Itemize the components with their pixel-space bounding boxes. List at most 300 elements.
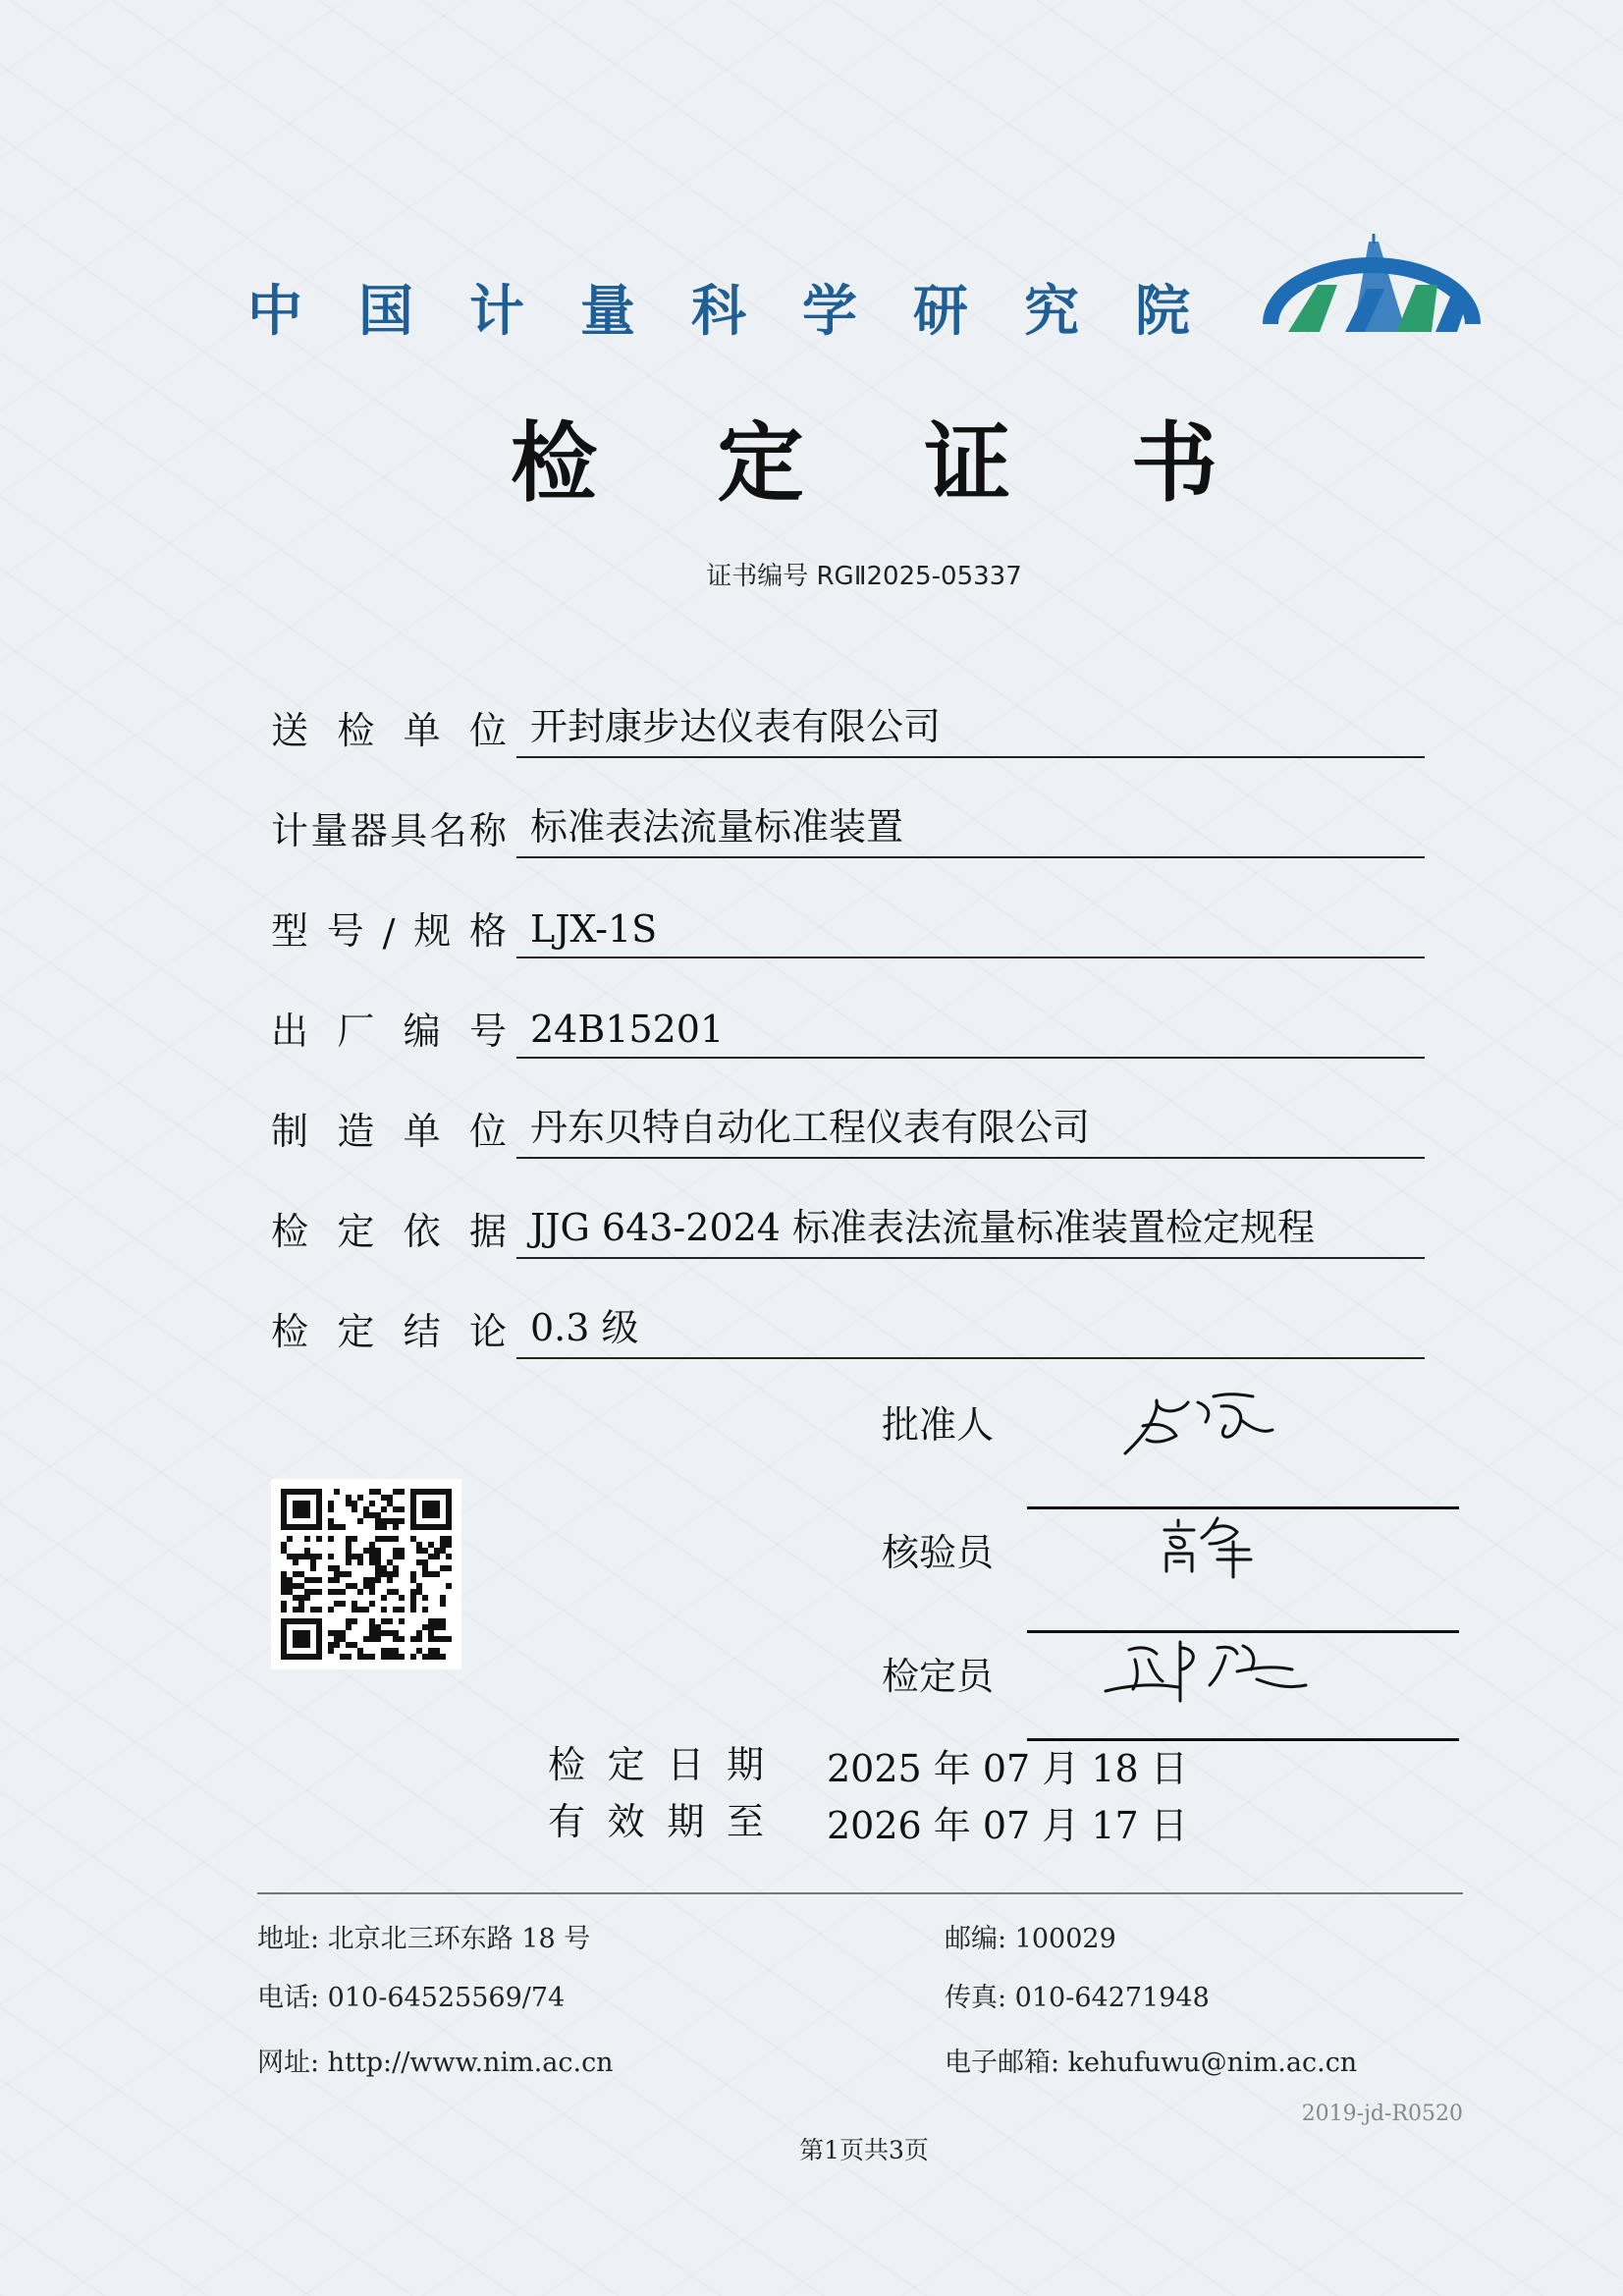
qr-module — [363, 1577, 369, 1583]
qr-module — [381, 1536, 387, 1542]
qr-module — [346, 1495, 352, 1501]
qr-module — [298, 1554, 304, 1559]
qr-module — [434, 1654, 440, 1660]
title-char: 书 — [1130, 411, 1217, 514]
label-char: 依 — [403, 1210, 441, 1253]
qr-module — [422, 1624, 428, 1630]
qr-module — [304, 1589, 310, 1595]
qr-module — [316, 1654, 322, 1660]
qr-module — [393, 1524, 399, 1530]
qr-module — [304, 1595, 310, 1601]
qr-module — [446, 1518, 452, 1524]
qr-module — [381, 1495, 387, 1501]
qr-module — [393, 1571, 399, 1577]
label-char: 名 — [429, 809, 467, 852]
qr-module — [422, 1595, 428, 1601]
qr-module — [363, 1607, 369, 1613]
field-label — [271, 903, 507, 955]
footer-address: 地址: 北京北三环东路 18 号 — [257, 1924, 591, 1954]
qr-module — [357, 1607, 363, 1613]
qr-module — [352, 1607, 357, 1613]
qr-module — [298, 1571, 304, 1577]
label-char: 检 — [548, 1742, 586, 1786]
qr-module — [281, 1489, 287, 1495]
qr-module — [375, 1489, 381, 1495]
field-serial-number — [271, 998, 1425, 1059]
qr-module — [428, 1636, 434, 1642]
qr-module — [304, 1630, 310, 1636]
field-underline — [516, 1057, 1425, 1059]
institute-char: 量 — [580, 280, 635, 344]
institute-char: 中 — [247, 280, 302, 344]
qr-module — [446, 1506, 452, 1512]
qr-module — [381, 1524, 387, 1530]
qr-module — [387, 1495, 393, 1501]
qr-module — [293, 1489, 298, 1495]
qr-module — [416, 1583, 422, 1589]
qr-module — [416, 1636, 422, 1642]
qr-module — [304, 1489, 310, 1495]
qr-module — [393, 1489, 399, 1495]
qr-module — [387, 1501, 393, 1506]
qr-module — [281, 1648, 287, 1654]
qr-module — [399, 1654, 405, 1660]
qr-module — [357, 1648, 363, 1654]
qr-module — [446, 1554, 452, 1559]
qr-module — [399, 1595, 405, 1601]
qr-module — [440, 1565, 446, 1571]
qr-module — [381, 1595, 387, 1601]
qr-module — [304, 1501, 310, 1506]
qr-module — [428, 1648, 434, 1654]
qr-module — [369, 1589, 375, 1595]
qr-module — [293, 1595, 298, 1601]
qr-module — [340, 1636, 346, 1642]
label-char: 器 — [350, 809, 388, 852]
qr-module — [387, 1577, 393, 1583]
qr-module — [352, 1618, 357, 1624]
footer-fax: 传真: 010-64271948 — [945, 1983, 1210, 2013]
qr-module — [363, 1548, 369, 1554]
field-value: 开封康步达仪表有限公司 — [530, 705, 942, 748]
qr-module — [375, 1624, 381, 1630]
qr-module — [428, 1618, 434, 1624]
qr-module — [428, 1571, 434, 1577]
qr-module — [363, 1506, 369, 1512]
qr-module — [434, 1648, 440, 1654]
qr-module — [357, 1554, 363, 1559]
qr-module — [363, 1636, 369, 1642]
qr-module — [293, 1630, 298, 1636]
label-char: 检 — [271, 1210, 309, 1253]
qr-module — [316, 1554, 322, 1559]
qr-module — [316, 1624, 322, 1630]
qr-module — [375, 1536, 381, 1542]
qr-module — [410, 1536, 416, 1542]
qr-module — [287, 1489, 293, 1495]
label-char: 定 — [607, 1742, 645, 1786]
qr-module — [328, 1589, 334, 1595]
qr-module — [387, 1618, 393, 1624]
qr-module — [369, 1489, 375, 1495]
form-code: 2019-jd-R0520 — [1301, 2102, 1463, 2126]
label-char: 定 — [337, 1310, 375, 1353]
qr-module — [298, 1524, 304, 1530]
qr-module — [293, 1636, 298, 1642]
qr-module — [287, 1583, 293, 1589]
qr-module — [399, 1489, 405, 1495]
qr-module — [287, 1618, 293, 1624]
label-char: 期 — [667, 1799, 705, 1843]
qr-module — [352, 1506, 357, 1512]
qr-module — [298, 1595, 304, 1601]
qr-module — [410, 1489, 416, 1495]
qr-module — [281, 1618, 287, 1624]
qr-module — [410, 1589, 416, 1595]
qr-module — [328, 1607, 334, 1613]
qr-module — [310, 1565, 316, 1571]
qr-module — [293, 1607, 298, 1613]
valid-until-label — [548, 1793, 764, 1842]
checker-label: 核验员 — [882, 1531, 995, 1574]
qr-module — [298, 1512, 304, 1518]
qr-module — [393, 1506, 399, 1512]
qr-module — [369, 1654, 375, 1660]
qr-module — [334, 1642, 340, 1648]
institute-char: 计 — [469, 280, 524, 344]
title-char: 证 — [924, 411, 1011, 514]
qr-module — [440, 1542, 446, 1548]
qr-module — [304, 1512, 310, 1518]
label-char: 单 — [403, 1110, 441, 1153]
qr-module — [434, 1548, 440, 1554]
qr-module — [434, 1571, 440, 1577]
qr-module — [410, 1601, 416, 1607]
label-char: 论 — [468, 1310, 507, 1353]
qr-module — [328, 1554, 334, 1559]
qr-module — [316, 1495, 322, 1501]
qr-module — [440, 1618, 446, 1624]
field-label — [271, 1104, 507, 1155]
qr-module — [346, 1554, 352, 1559]
field-underline — [516, 1157, 1425, 1159]
qr-module — [428, 1489, 434, 1495]
label-char: 出 — [271, 1010, 309, 1053]
qr-module — [293, 1506, 298, 1512]
qr-module — [446, 1524, 452, 1530]
qr-module — [393, 1548, 399, 1554]
qr-module — [369, 1501, 375, 1506]
label-char: 规 — [413, 909, 452, 953]
qr-module — [298, 1583, 304, 1589]
qr-module — [399, 1548, 405, 1554]
qr-module — [328, 1518, 334, 1524]
field-underline — [516, 957, 1425, 958]
qr-module — [304, 1642, 310, 1648]
qr-module — [393, 1589, 399, 1595]
qr-module — [340, 1589, 346, 1595]
field-conclusion — [271, 1298, 1425, 1359]
qr-module — [381, 1648, 387, 1654]
qr-module — [281, 1624, 287, 1630]
qr-module — [410, 1577, 416, 1583]
qr-module — [293, 1583, 298, 1589]
qr-module — [298, 1506, 304, 1512]
field-value: LJX-1S — [530, 907, 658, 951]
qr-module — [310, 1559, 316, 1565]
qr-module — [446, 1636, 452, 1642]
label-char: 定 — [337, 1210, 375, 1253]
qr-module — [310, 1654, 316, 1660]
qr-module — [428, 1512, 434, 1518]
valid-until-value: 2026 年 07 月 17 日 — [827, 1804, 1188, 1847]
qr-module — [363, 1512, 369, 1518]
institute-name — [247, 263, 1190, 352]
qr-module — [440, 1524, 446, 1530]
qr-module — [410, 1654, 416, 1660]
qr-module — [422, 1506, 428, 1512]
institute-char: 学 — [802, 280, 857, 344]
qr-module — [293, 1512, 298, 1518]
qr-module — [416, 1524, 422, 1530]
qr-module — [316, 1524, 322, 1530]
qr-module — [357, 1654, 363, 1660]
qr-module — [446, 1565, 452, 1571]
qr-module — [387, 1536, 393, 1542]
qr-module — [352, 1642, 357, 1648]
qr-module — [316, 1512, 322, 1518]
label-char: 制 — [271, 1110, 309, 1153]
qr-module — [440, 1624, 446, 1630]
qr-module — [352, 1601, 357, 1607]
approver-label: 批准人 — [882, 1403, 995, 1447]
qr-module — [298, 1489, 304, 1495]
qr-module — [369, 1618, 375, 1624]
qr-module — [440, 1489, 446, 1495]
title-char: 检 — [511, 411, 598, 514]
qr-module — [334, 1571, 340, 1577]
qr-module — [310, 1589, 316, 1595]
institute-char: 国 — [358, 280, 413, 344]
qr-module — [446, 1501, 452, 1506]
qr-module — [316, 1506, 322, 1512]
qr-module — [416, 1489, 422, 1495]
qr-module — [434, 1524, 440, 1530]
qr-module — [287, 1577, 293, 1583]
qr-module — [298, 1501, 304, 1506]
qr-module — [369, 1630, 375, 1636]
qr-module — [399, 1636, 405, 1642]
qr-module — [428, 1630, 434, 1636]
qr-module — [434, 1506, 440, 1512]
qr-module — [369, 1512, 375, 1518]
field-underline — [516, 1357, 1425, 1359]
qr-module — [304, 1654, 310, 1660]
qr-module — [304, 1636, 310, 1642]
qr-module — [304, 1536, 310, 1542]
institute-char: 院 — [1135, 280, 1190, 344]
qr-module — [346, 1583, 352, 1589]
qr-module — [375, 1512, 381, 1518]
verify-date-label — [548, 1736, 764, 1785]
label-char: 效 — [607, 1799, 645, 1843]
qr-module — [399, 1554, 405, 1559]
field-label — [271, 703, 507, 754]
qr-module — [375, 1548, 381, 1554]
certificate-number: 证书编号 RGⅡ2025-05337 — [706, 562, 1022, 591]
label-char: 厂 — [337, 1010, 375, 1053]
label-char: 量 — [310, 809, 349, 852]
nim-logo-icon — [1259, 234, 1485, 352]
qr-module — [381, 1571, 387, 1577]
footer-email[interactable]: 电子邮箱: kehufuwu@nim.ac.cn — [945, 2048, 1358, 2078]
qr-module — [410, 1512, 416, 1518]
qr-module — [399, 1506, 405, 1512]
qr-module — [440, 1595, 446, 1601]
qr-module — [310, 1489, 316, 1495]
qr-module — [440, 1654, 446, 1660]
qr-module — [340, 1571, 346, 1577]
qr-module — [375, 1630, 381, 1636]
label-char: 造 — [337, 1110, 375, 1153]
qr-module — [434, 1501, 440, 1506]
qr-module — [375, 1524, 381, 1530]
qr-module — [316, 1536, 322, 1542]
qr-module — [298, 1642, 304, 1648]
qr-module — [334, 1636, 340, 1642]
qr-module — [416, 1542, 422, 1548]
qr-module — [387, 1571, 393, 1577]
qr-module — [422, 1565, 428, 1571]
qr-module — [387, 1630, 393, 1636]
qr-module — [446, 1512, 452, 1518]
qr-module — [381, 1506, 387, 1512]
qr-module — [328, 1501, 334, 1506]
qr-module — [293, 1571, 298, 1577]
qr-module — [328, 1648, 334, 1654]
qr-module — [381, 1618, 387, 1624]
qr-module — [387, 1559, 393, 1565]
qr-module — [310, 1554, 316, 1559]
page-number: 第1页共3页 — [799, 2136, 929, 2164]
label-char: 号 — [326, 909, 364, 953]
label-char: 型 — [271, 909, 309, 953]
label-char: 据 — [468, 1210, 507, 1253]
label-char: 位 — [468, 709, 507, 752]
qr-module — [346, 1624, 352, 1630]
qr-module — [393, 1518, 399, 1524]
qr-module — [316, 1648, 322, 1654]
qr-module — [375, 1554, 381, 1559]
qr-module — [334, 1577, 340, 1583]
qr-module — [293, 1524, 298, 1530]
footer-website[interactable]: 网址: http://www.nim.ac.cn — [257, 2048, 614, 2078]
qr-module — [328, 1565, 334, 1571]
qr-module — [363, 1654, 369, 1660]
qr-module — [387, 1648, 393, 1654]
qr-module — [316, 1501, 322, 1506]
field-manufacturer — [271, 1098, 1425, 1159]
qr-module — [410, 1495, 416, 1501]
verify-date-value: 2025 年 07 月 18 日 — [827, 1747, 1188, 1790]
qr-module — [387, 1654, 393, 1660]
qr-module — [381, 1565, 387, 1571]
qr-module — [346, 1536, 352, 1542]
qr-module — [422, 1548, 428, 1554]
qr-module — [287, 1654, 293, 1660]
qr-module — [281, 1518, 287, 1524]
field-value: 标准表法流量标准装置 — [530, 805, 904, 848]
qr-module — [310, 1607, 316, 1613]
qr-module — [346, 1618, 352, 1624]
qr-module — [410, 1501, 416, 1506]
qr-module — [428, 1542, 434, 1548]
qr-module — [298, 1601, 304, 1607]
qr-module — [281, 1636, 287, 1642]
qr-module — [334, 1601, 340, 1607]
field-model — [271, 898, 1425, 958]
qr-module — [334, 1565, 340, 1571]
qr-module — [281, 1495, 287, 1501]
field-underline — [516, 1257, 1425, 1259]
qr-module — [281, 1630, 287, 1636]
qr-module — [369, 1542, 375, 1548]
qr-module — [375, 1571, 381, 1577]
qr-module — [352, 1501, 357, 1506]
qr-module — [281, 1607, 287, 1613]
label-char: 检 — [337, 709, 375, 752]
qr-module — [328, 1506, 334, 1512]
qr-module — [281, 1654, 287, 1660]
qr-module — [369, 1636, 375, 1642]
footer-divider — [257, 1892, 1463, 1894]
qr-module — [281, 1577, 287, 1583]
institute-char: 研 — [913, 280, 968, 344]
qr-module — [293, 1501, 298, 1506]
qr-module — [393, 1607, 399, 1613]
title-char: 定 — [717, 411, 804, 514]
qr-module — [434, 1618, 440, 1624]
qr-module — [387, 1518, 393, 1524]
qr-module — [281, 1571, 287, 1577]
label-char: 称 — [468, 809, 507, 852]
qr-module — [281, 1501, 287, 1506]
qr-module — [328, 1524, 334, 1530]
qr-module — [381, 1654, 387, 1660]
qr-module — [422, 1524, 428, 1530]
qr-module — [304, 1506, 310, 1512]
field-label — [271, 1204, 507, 1255]
qr-module — [316, 1618, 322, 1624]
qr-module — [393, 1648, 399, 1654]
qr-module — [434, 1554, 440, 1559]
qr-module — [375, 1577, 381, 1583]
qr-module — [304, 1554, 310, 1559]
qr-module — [434, 1512, 440, 1518]
qr-module — [422, 1571, 428, 1577]
qr-module — [393, 1636, 399, 1642]
qr-module — [281, 1506, 287, 1512]
qr-module — [393, 1536, 399, 1542]
label-char: 期 — [726, 1742, 764, 1786]
qr-module — [428, 1654, 434, 1660]
qr-module — [422, 1501, 428, 1506]
qr-module — [287, 1589, 293, 1595]
qr-module — [293, 1618, 298, 1624]
qr-module — [369, 1624, 375, 1630]
qr-module — [328, 1577, 334, 1583]
qr-module — [446, 1489, 452, 1495]
